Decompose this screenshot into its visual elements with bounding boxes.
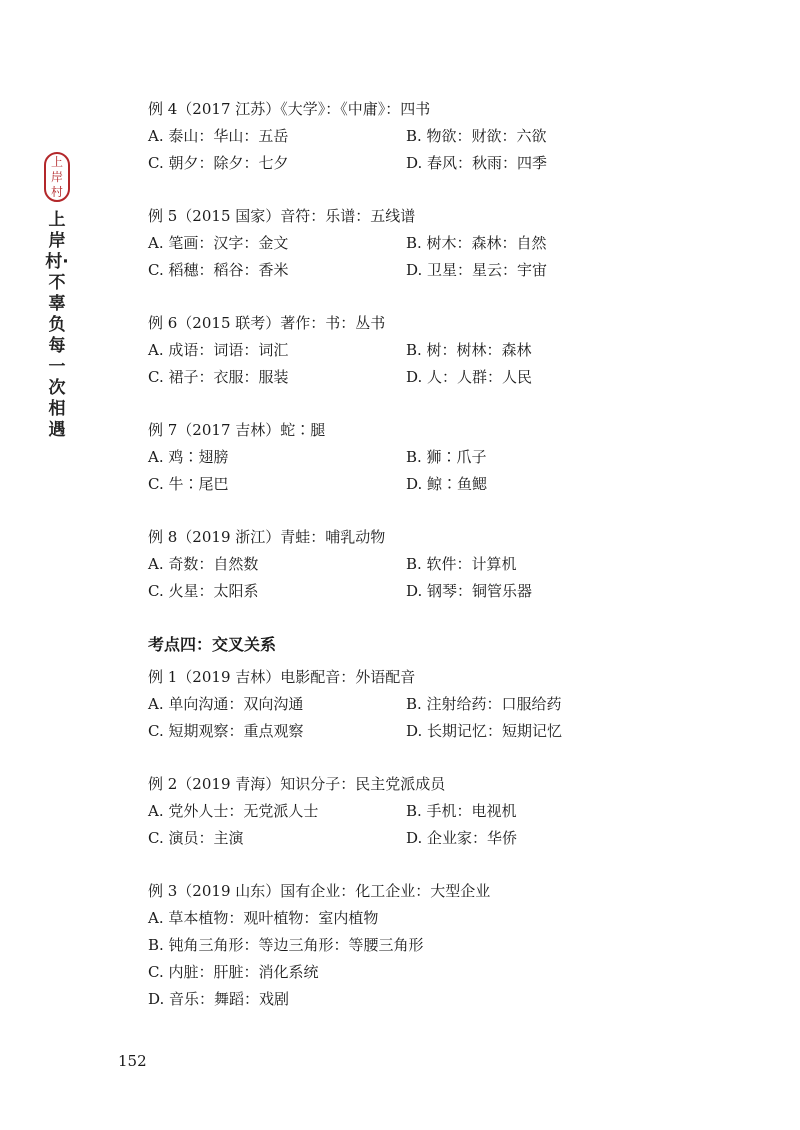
option-c: C. 牛∶尾巴 — [148, 475, 229, 493]
question-block — [148, 524, 748, 605]
question-stem: 例 6（2015 联考）著作：书：丛书 — [148, 314, 386, 332]
option-row — [148, 798, 748, 825]
brand-seal-logo: 上 岸村 — [44, 152, 70, 202]
question-stem: 例 4（2017 江苏）《大学》：《中庸》：四书 — [148, 100, 431, 118]
question-stem: 例 3（2019 山东）国有企业：化工企业：大型企业 — [148, 882, 491, 900]
question-stem: 例 5（2015 国家）音符：乐谱：五线谱 — [148, 207, 416, 225]
option-c: C. 火星：太阳系 — [148, 582, 259, 600]
option-d: D. 音乐：舞蹈：戏剧 — [148, 990, 290, 1008]
option-b: B. 注射给药：口服给药 — [406, 695, 562, 713]
option-b: B. 钝角三角形：等边三角形：等腰三角形 — [148, 936, 424, 954]
option-b: B. 物欲：财欲：六欲 — [406, 127, 547, 145]
option-a: A. 成语：词语：词汇 — [148, 341, 289, 359]
option-b: B. 手机：电视机 — [406, 802, 517, 820]
option-d: D. 钢琴：铜管乐器 — [406, 582, 533, 600]
option-b: B. 树：树林：森林 — [406, 341, 532, 359]
question-block — [148, 96, 748, 177]
option-row — [148, 718, 748, 745]
option-row — [148, 150, 748, 177]
option-row — [148, 230, 748, 257]
page-number: 152 — [118, 1052, 147, 1070]
question-stem: 例 2（2019 青海）知识分子：民主党派成员 — [148, 775, 446, 793]
brand-sidebar — [44, 152, 74, 441]
option-a: A. 单向沟通：双向沟通 — [148, 695, 304, 713]
option-c: C. 内脏：肝脏：消化系统 — [148, 963, 319, 981]
option-d: D. 人：人群：人民 — [406, 368, 533, 386]
option-b: B. 软件：计算机 — [406, 555, 517, 573]
option-a: A. 党外人士：无党派人士 — [148, 802, 319, 820]
question-block — [148, 664, 748, 745]
option-d: D. 卫星：星云：宇宙 — [406, 261, 548, 279]
question-block — [148, 417, 748, 498]
option-c: C. 演员：主演 — [148, 829, 244, 847]
option-d: D. 鲸∶鱼鳃 — [406, 475, 488, 493]
question-block — [148, 310, 748, 391]
option-b: B. 树木：森林：自然 — [406, 234, 547, 252]
option-row — [148, 825, 748, 852]
question-block — [148, 203, 748, 284]
option-d: D. 春风：秋雨：四季 — [406, 154, 548, 172]
option-row — [148, 337, 748, 364]
page-content — [148, 96, 748, 1039]
option-row — [148, 551, 748, 578]
option-c: C. 短期观察：重点观察 — [148, 722, 304, 740]
option-b: B. 狮∶爪子 — [406, 448, 487, 466]
question-stem: 例 8（2019 浙江）青蛙：哺乳动物 — [148, 528, 386, 546]
option-a: A. 泰山：华山：五岳 — [148, 127, 289, 145]
option-a: A. 奇数：自然数 — [148, 555, 259, 573]
question-block — [148, 771, 748, 852]
option-row — [148, 471, 748, 498]
question-block — [148, 878, 748, 1013]
option-a: A. 草本植物：观叶植物：室内植物 — [148, 909, 379, 927]
brand-slogan: 上岸村·不辜负每一次相遇 — [45, 210, 69, 440]
question-stem: 例 7（2017 吉林）蛇∶腿 — [148, 421, 326, 439]
option-row — [148, 123, 748, 150]
option-a: A. 笔画：汉字：金文 — [148, 234, 289, 252]
option-d: D. 长期记忆：短期记忆 — [406, 722, 563, 740]
option-row — [148, 578, 748, 605]
option-row — [148, 364, 748, 391]
option-a: A. 鸡∶翅膀 — [148, 448, 229, 466]
option-row — [148, 444, 748, 471]
option-c: C. 裙子：衣服：服装 — [148, 368, 289, 386]
option-row — [148, 257, 748, 284]
option-c: C. 朝夕：除夕：七夕 — [148, 154, 289, 172]
option-d: D. 企业家：华侨 — [406, 829, 518, 847]
option-c: C. 稻穗：稻谷：香米 — [148, 261, 289, 279]
section-title: 考点四：交叉关系 — [148, 635, 277, 654]
option-row — [148, 691, 748, 718]
question-stem: 例 1（2019 吉林）电影配音：外语配音 — [148, 668, 416, 686]
